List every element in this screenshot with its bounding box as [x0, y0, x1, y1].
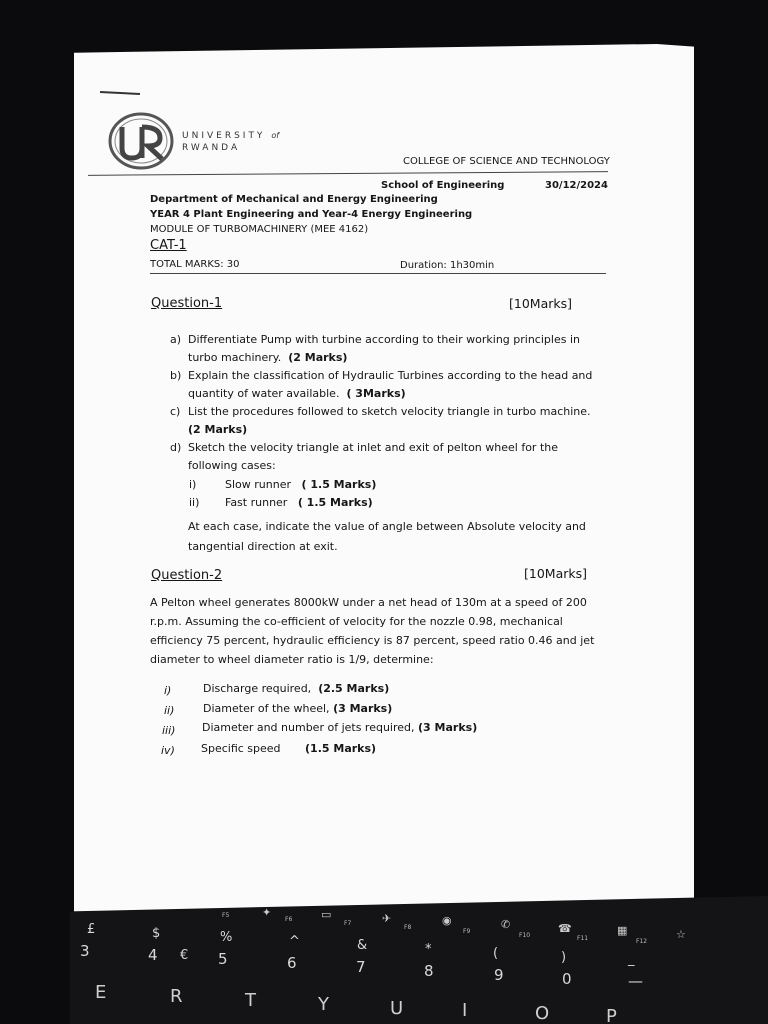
list-label: ii): [164, 704, 175, 717]
key-f9[interactable]: F9: [463, 928, 471, 935]
key-8[interactable]: 8: [424, 962, 434, 980]
university-name: UNIVERSITY of RWANDA: [182, 131, 280, 153]
question-paragraph: efficiency 75 percent, hydraulic efficiency is 87 percent, speed ratio 0.46 and jet: [150, 634, 595, 647]
list-label: iii): [162, 724, 176, 737]
key-euro[interactable]: €: [180, 948, 189, 963]
key-f12[interactable]: F12: [636, 938, 648, 945]
key-symbol[interactable]: *: [425, 942, 432, 957]
question-1-marks: [10Marks]: [509, 296, 572, 311]
key-i[interactable]: I: [462, 1000, 468, 1021]
question-text: Fast runner ( 1.5 Marks): [225, 496, 373, 509]
key-symbol[interactable]: (: [493, 946, 499, 961]
question-2-marks: [10Marks]: [524, 566, 587, 581]
key-f7[interactable]: F7: [344, 920, 352, 927]
question-text: Specific speed (1.5 Marks): [201, 742, 377, 755]
question-text: Slow runner ( 1.5 Marks): [225, 478, 377, 491]
list-label: b): [170, 369, 182, 382]
question-text: List the procedures followed to sketch velocity triangle in turbo machine.: [188, 405, 591, 418]
list-label: ii): [189, 496, 200, 509]
key-symbol[interactable]: $: [152, 926, 161, 941]
key-p[interactable]: P: [606, 1006, 617, 1024]
key-f6[interactable]: F6: [285, 916, 293, 923]
list-label: i): [164, 684, 172, 697]
question-text: Differentiate Pump with turbine according to their working principles in: [188, 333, 580, 346]
camera-icon: ◉: [442, 914, 452, 927]
list-label: a): [170, 333, 182, 346]
list-label: i): [189, 478, 197, 491]
display-icon: ▭: [321, 908, 332, 921]
question-text: following cases:: [188, 459, 276, 472]
phone-icon: ✆: [501, 918, 511, 931]
question-text: tangential direction at exit.: [188, 540, 338, 553]
question-1-title: Question-1: [151, 296, 223, 311]
question-text: Explain the classification of Hydraulic Turbines according to the head and: [188, 369, 593, 382]
key-u[interactable]: U: [390, 998, 404, 1019]
key-f10[interactable]: F10: [519, 932, 531, 939]
key-5[interactable]: 5: [218, 950, 228, 968]
school-name: School of Engineering: [381, 180, 505, 191]
year-line: YEAR 4 Plant Engineering and Year-4 Energy Engineering: [150, 209, 473, 220]
key-symbol[interactable]: £: [87, 922, 96, 937]
key-r[interactable]: R: [170, 986, 183, 1007]
exam-date: 30/12/2024: [545, 180, 608, 191]
exam-title: CAT-1: [150, 238, 187, 253]
key-t[interactable]: T: [245, 990, 256, 1011]
college-name: COLLEGE OF SCIENCE AND TECHNOLOGY: [403, 156, 610, 167]
key-3[interactable]: 3: [80, 942, 90, 960]
duration: Duration: 1h30min: [400, 260, 495, 271]
airplane-icon: ✈: [382, 912, 392, 925]
key-symbol[interactable]: ): [561, 950, 567, 965]
list-label: c): [170, 405, 181, 418]
key-4[interactable]: 4: [148, 946, 158, 964]
question-text: turbo machinery. (2 Marks): [188, 351, 348, 364]
question-text: Sketch the velocity triangle at inlet and exit of pelton wheel for the: [188, 441, 558, 454]
key-9[interactable]: 9: [494, 966, 504, 984]
question-text: Diameter of the wheel, (3 Marks): [203, 702, 393, 715]
department: Department of Mechanical and Energy Engineering: [150, 194, 438, 205]
question-2-title: Question-2: [151, 568, 223, 583]
key-7[interactable]: 7: [356, 958, 366, 976]
hangup-icon: ☎: [558, 922, 572, 935]
question-paragraph: A Pelton wheel generates 8000kW under a net head of 130m at a speed of 200: [150, 596, 587, 609]
list-label: iv): [161, 744, 175, 757]
total-marks: TOTAL MARKS: 30: [150, 259, 240, 270]
module-name: MODULE OF TURBOMACHINERY (MEE 4162): [150, 224, 369, 235]
key-dash[interactable]: —: [628, 972, 643, 990]
key-f5[interactable]: F5: [222, 912, 230, 919]
key-6[interactable]: 6: [287, 954, 297, 972]
star-icon: ☆: [676, 928, 686, 941]
question-paragraph: diameter to wheel diameter ratio is 1/9, determine:: [150, 653, 434, 666]
divider: [150, 273, 606, 274]
key-symbol[interactable]: &: [357, 938, 368, 953]
key-e[interactable]: E: [95, 982, 107, 1003]
university-logo-icon: [108, 112, 174, 170]
question-paragraph: r.p.m. Assuming the co-efficient of velocity for the nozzle 0.98, mechanical: [150, 615, 563, 628]
question-text: Discharge required, (2.5 Marks): [203, 682, 390, 695]
key-symbol[interactable]: ^: [289, 934, 300, 949]
key-symbol[interactable]: _: [628, 952, 635, 967]
key-o[interactable]: O: [535, 1003, 550, 1024]
key-0[interactable]: 0: [562, 970, 572, 988]
key-f11[interactable]: F11: [577, 935, 589, 942]
key-symbol[interactable]: %: [220, 930, 233, 945]
marks-label: (2 Marks): [188, 423, 248, 436]
key-f8[interactable]: F8: [404, 924, 412, 931]
calculator-icon: ▦: [617, 924, 628, 937]
key-y[interactable]: Y: [318, 994, 329, 1015]
question-text: quantity of water available. ( 3Marks): [188, 387, 406, 400]
question-text: At each case, indicate the value of angle between Absolute velocity and: [188, 520, 586, 533]
brightness-icon: ✦: [262, 906, 272, 919]
question-text: Diameter and number of jets required, (3 Marks): [202, 721, 478, 734]
list-label: d): [170, 441, 182, 454]
